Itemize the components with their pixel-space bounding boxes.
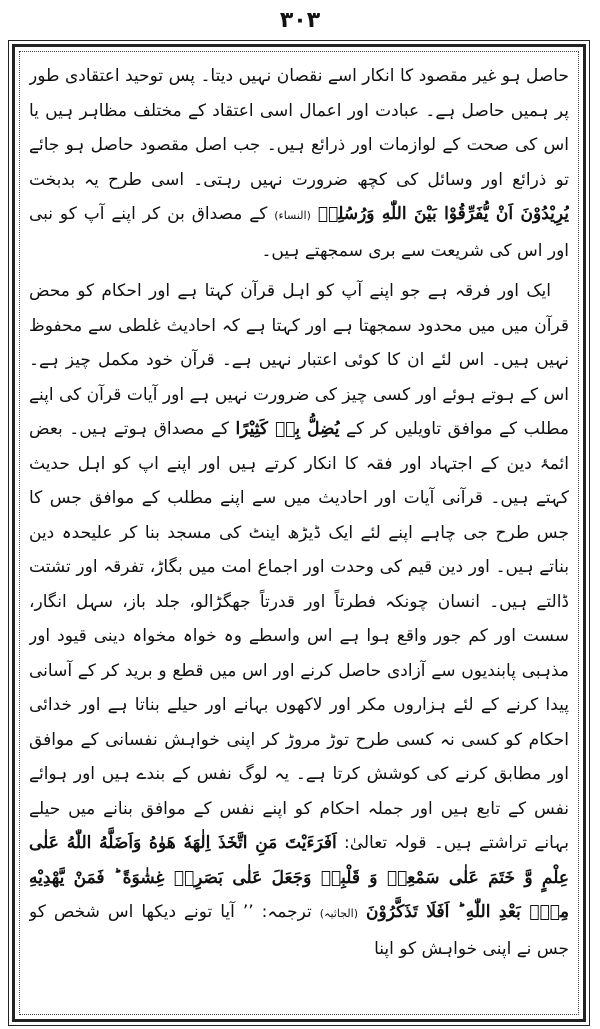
paragraph-2-text-b: کے مصداق ہوتے ہیں۔ بعض ائمۂ دین کے اجتہاد اور فقہ کا انکار کرتے ہیں اور اپنے اپ کو اہل حدیث کہتے ہیں۔ قرآنی آیات اور احادیث میں سے اپنے مطلب کے موافق جس کا جس طرح جی چاہے اپنے لئے ایک ڈیڑھ اینٹ کی مسجد بنا کر علیحدہ دین بناتے ہیں۔ اور دین قیم کی وحدت اور اجماع امت میں بگاڑ، تفرقہ اور تشتت ڈالتے ہیں۔ انسان چونکہ فطرتاً اور قدرتاً جھگڑالو، جلد باز، سہل انگار، سست اور کم جور واقع ہوا ہے اس واسطے وہ خواہ مخواہ دینی قیود اور مذہبی پابندیوں سے آزادی حاصل کرنے اور اس میں قطع و برید کر کے آسانی پیدا کرنے کے لئے ہزاروں مکر اور لاکھوں بہانے اور حیلے بناتا ہے اور خدائی احکام کو کسی نہ کسی طرح توڑ مروڑ کر اپنی خواہش نفسانی کے موافق اور مطابق کرنے کی کوشش کرتا ہے۔ یہ لوگ نفس کے بندے ہیں اور ہوائے نفس کے تابع ہیں اور جملہ احکام کو اپنے نفس کے موافق بنانے میں حیلے بہانے تراشتے ہیں۔ قولہ تعالیٰ: bbox=[29, 419, 569, 853]
paragraph-1-text-a: حاصل ہو غیر مقصود کا انکار اسے نقصان نہیں دیتا۔ پس توحید اعتقادی طور پر ہمیں حاصل ہے۔ عبادت اور اعمال اسی اعتقاد کے مختلف مظاہر ہیں یا اس کی صحت کے لوازمات اور ذرائع ہیں۔ جب اصل مقصود حاصل ہو جائے تو ذرائع اور وسائل کی کچھ ضرورت نہیں رہتی۔ اسی طرح یہ بدبخت bbox=[29, 66, 569, 190]
paragraph-1-text-b: کے مصداق بن کر اپنے آپ کو نبی اور اس کی شریعت سے بری سمجھتے ہیں۔ bbox=[29, 204, 569, 261]
quran-verse-2: یُضِلُّ بِهٖ کَثِیْرًا bbox=[235, 419, 340, 439]
page-number: ۳۰۳ bbox=[279, 8, 321, 33]
page-border bbox=[12, 44, 586, 1022]
paragraph-2-text-c: ترجمہ: ’’ آیا تونے دیکھا اس شخص کو جس نے اپنی خواہش کو اپنا bbox=[29, 902, 569, 959]
body-text bbox=[29, 59, 569, 1009]
verse-reference-1: (النساء) bbox=[274, 209, 311, 222]
paragraph-1 bbox=[29, 59, 569, 268]
quran-verse-3: اَفَرَءَیْتَ مَنِ اتَّخَذَ اِلٰهَهٗ هَوٰهُ وَاَضَلَّهُ اللّٰهُ عَلٰی عِلْمٍ وَّ خَتَمَ عَلٰی سَمْعِهٖ وَ قَلْبِهٖ وَجَعَلَ عَلٰی بَصَرِهٖ غِشٰوَةً ؕ فَمَنْ یَّهْدِیْهِ مِنْۢ بَعْدِ اللّٰهِ ؕ اَفَلَا تَذَكَّرُوْنَ bbox=[29, 833, 569, 922]
paragraph-2-text-a: ایک اور فرقہ ہے جو اپنے آپ کو اہل قرآن کہتا ہے اور احکام کو محض قرآن میں میں محدود سمجھتا ہے اور کہتا ہے کہ احادیث غلطی سے محفوظ نہیں ہیں۔ اس لئے ان کا کوئی اعتبار نہیں ہے۔ قرآن خود مکمل چیز ہے۔ اس کے ہوتے ہوئے اور کسی چیز کی ضرورت نہیں ہے اور آیات قرآن کی اپنے مطلب کے موافق تاویلیں کر کے bbox=[29, 281, 569, 439]
verse-reference-2: (الجاثیہ) bbox=[319, 907, 359, 920]
quran-verse-1: یُرِیْدُوْنَ اَنْ یُّفَرِّقُوْا بَیْنَ اللّٰهِ وَرُسُلِهٖ bbox=[317, 204, 569, 224]
paragraph-2 bbox=[29, 274, 569, 966]
